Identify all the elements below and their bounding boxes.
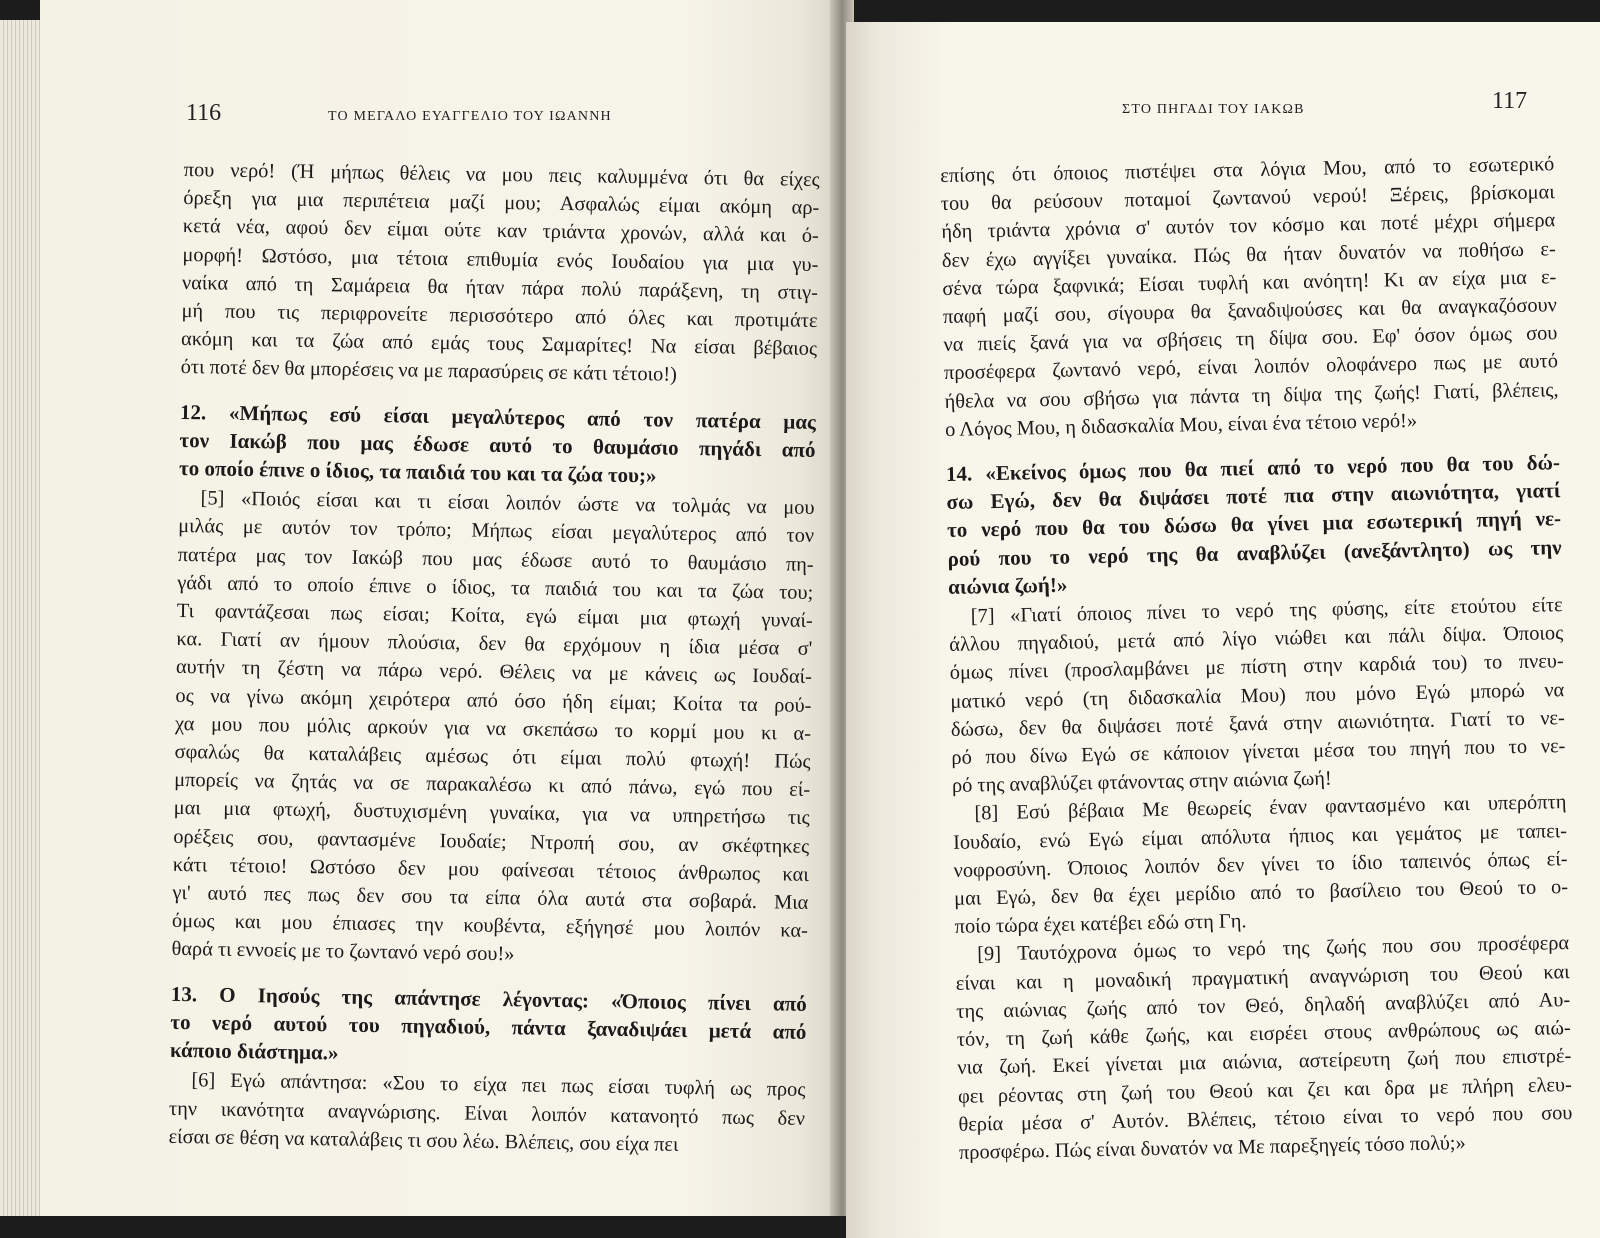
text-line: μπορείς να ζητάς να σε παρακαλέσω κι από πάνω, εγώ που εί- xyxy=(174,769,811,802)
text-line: μορφή! Ωστόσο, μια τέτοια επιθυμία ενός Ιουδαίου για μια γυ- xyxy=(182,243,819,276)
text-line: την ικανότητα αναγνώρισης. Είναι λοιπόν κατανοητό πως δεν xyxy=(168,1097,806,1130)
paragraph xyxy=(171,484,814,973)
text-line: 14. «Εκείνος όμως που θα πιεί από το νερό που θα του δώ- xyxy=(945,450,1561,486)
text-line: είναι και η μοναδική πραγματική αναγνώριση του Θεού και xyxy=(955,960,1570,995)
text-line: παφή μαζί σου, σίγουρα θα ξαναδιψούσες και θα αναγκαζόσουν xyxy=(942,294,1558,328)
left-page-number: 116 xyxy=(186,100,222,126)
text-line: κάτι τέτοιο! Ωστόσο δεν μου φαίνεσαι τέτοιος άνθρωπος και xyxy=(172,853,809,886)
text-line: δεν έχω αγγίξει γυναίκα. Πώς θα ήταν δυνατόν να ποθήσω ε- xyxy=(941,237,1556,272)
right-page-number: 117 xyxy=(1492,88,1528,114)
text-line: Τι φαντάζεσαι πως είσαι; Κοίτα, εγώ είμαι μια φτωχή γυναί- xyxy=(176,599,813,632)
text-line: τον Ιακώβ που μας έδωσε αυτό το θαυμάσιο πηγάδι από xyxy=(179,427,816,462)
text-line: αιώνια ζωή!» xyxy=(947,572,1068,599)
paragraph xyxy=(952,789,1569,942)
paragraph xyxy=(168,1066,805,1161)
text-line: ακόμη και τα ζώα από εμάς τους Σαμαρίτες! Να είσαι βέβαιος xyxy=(180,328,818,361)
text-line: σω Εγώ, δεν θα διψάσει ποτέ πια στην αιωνιότητα, γιατί xyxy=(946,478,1561,515)
text-line: το οποίο έπινε ο ίδιος, τα παιδιά του και τα ζώα του;» xyxy=(178,455,657,488)
paragraph xyxy=(180,156,819,392)
text-line: όμως και μου έπιασες την κουβέντα, εξήγησέ μου λοιπόν κα- xyxy=(171,910,809,943)
text-line: ρό της αναβλύζει φτάνοντας στην αιώνια ζωή! xyxy=(951,767,1332,798)
text-line: σένα τώρα ξαφνικά; Είσαι τυφλή και ανόητη! Κι αν είχα μια ε- xyxy=(942,266,1557,300)
text-line: το νερό αυτού του πηγαδιού, πάντα ξαναδιψάει μετά από xyxy=(170,1009,807,1044)
section-heading xyxy=(946,448,1563,601)
text-line: ρό που δίνω Εγώ σε κάποιον γίνεται μέσα του πηγή που το νε- xyxy=(951,735,1566,769)
text-line: δώσω, δεν θα διψάσει ποτέ ξανά στην αιωνιότητα. Γιατί το νε- xyxy=(950,706,1565,741)
text-line: Ιουδαίο, ενώ Εγώ είμαι απόλυτα ήπιος και γεμάτος με ταπει- xyxy=(952,819,1568,854)
text-line: 13. Ο Ιησούς της απάντησε λέγοντας: «Όποιος πίνει από xyxy=(170,981,807,1016)
text-line: όρεξη για μια περιπέτεια μαζί μου; Ασφαλώς είμαι ακόμη αρ- xyxy=(183,187,820,220)
text-line: άλλου πηγαδιού, μετά από λίγο νιώθει και πάλι δίψα. Όποιος xyxy=(949,622,1564,657)
text-line: προσφέρω. Πώς είναι δυνατόν να Με παρεξηγείς τόσο πολύ;» xyxy=(958,1131,1466,1164)
text-line: μιλάς με αυτόν τον τρόπο; Μήπως είσαι μεγαλύτερος από τον xyxy=(178,515,815,548)
text-line: [6] Εγώ απάντησα: «Σου το είχα πει πως είσαι τυφλή ως προς xyxy=(191,1069,806,1102)
text-line: φει ρέοντας στη ζωή του Θεού και ζει και δρα με πλήρη ελευ- xyxy=(957,1073,1573,1108)
text-line: 12. «Μήπως εσύ είσαι μεγαλύτερος από τον πατέρα μας xyxy=(179,399,817,434)
text-line: μαι Εγώ, δεν θα έχει μερίδιο από το βασίλειο του Θεού το ο- xyxy=(953,876,1569,910)
text-line: να πιείς ξανά για να σβήσεις τη δίψα σου. Εφ' όσον όμως σου xyxy=(943,322,1558,357)
right-running-head: ΣΤΟ ΠΗΓΑΔΙ ΤΟΥ ΙΑΚΩΒ xyxy=(1122,102,1305,117)
text-line: [5] «Ποιός είσαι και τι είσαι λοιπόν ώστε να τολμάς να μου xyxy=(200,487,815,520)
left-running-head: ΤΟ ΜΕΓΑΛΟ ΕΥΑΓΓΕΛΙΟ ΤΟΥ ΙΩΑΝΝΗ xyxy=(328,109,612,124)
text-line: μή που τις περιφρονείτε περισσότερο από όλες και προτιμάτε xyxy=(181,299,818,332)
text-line: που νερό! (Ή μήπως θέλεις να μου πεις καλυμμένα ότι θα είχες xyxy=(183,158,820,191)
text-line: [9] Ταυτόχρονα όμως το νερό της ζωής που σου προσέφερα xyxy=(977,932,1570,966)
text-line: του θα ρεύσουν ποταμοί ζωντανού νερού! Ξέρεις, βρίσκομαι xyxy=(940,181,1555,216)
right-page-text xyxy=(940,150,1573,1167)
text-line: ναίκα από τη Σαμάρεια θα ήταν πάρα πολύ παράξενη, τη στιγ- xyxy=(181,271,819,304)
text-line: χα μου που μόλις αρκούν για να σκεπάσω το κορμί μου κι α- xyxy=(174,712,812,745)
text-line: μαι μια φτωχή, δυστυχισμένη γυναίκα, για να υπηρετήσω τις xyxy=(173,797,810,830)
text-line: πατέρα μας τον Ιακώβ που μας έδωσε αυτό το θαυμάσιο πη- xyxy=(177,543,814,576)
text-line: ματικό νερό (τη διδασκαλία Μου) που μόνο Εγώ μπορώ να xyxy=(950,678,1565,713)
text-line: αυτήν τη ζέστη να πάρω νερό. Θέλεις να με κάνεις ως Ιουδαί- xyxy=(175,656,813,689)
text-line: θαρά τι εννοείς με το ζωντανό νερό σου!» xyxy=(171,938,515,966)
text-line: ήδη τριάντα χρόνια σ' αυτόν τον κόσμο και ποτέ μέχρι σήμερα xyxy=(941,209,1556,244)
text-line: νοφροσύνη. Όποιος λοιπόν δεν γίνει το ίδιο ταπεινός όπως εί- xyxy=(953,847,1568,882)
text-line: θερία μέσα σ' Αυτόν. Βλέπεις, τέτοιο είναι το νερό που σου xyxy=(958,1101,1573,1136)
text-line: κα. Γιατί αν ήμουν πλούσια, δεν θα ερχόμουν η ίδια μέσα σ' xyxy=(176,628,813,661)
text-line: όμως πίνει (προσλαμβάνει με πίστη στην καρδιά του) το πνευ- xyxy=(949,650,1564,685)
paragraph xyxy=(940,150,1559,444)
text-line: [7] «Γιατί όποιος πίνει το νερό της φύσης, είτε ετούτου είτε xyxy=(970,594,1563,628)
text-line: τόν, τη ζωή κάθε ζωής, και εισρέει στους ανθρώπους ως αιώ- xyxy=(956,1017,1571,1051)
left-page xyxy=(40,0,840,1216)
text-line: ο Λόγος Μου, η διδασκαλία Μου, είναι ένα τέτοιο νερό!» xyxy=(944,409,1418,441)
text-line: [8] Εσύ βέβαια Με θεωρείς έναν φαντασμένο και υπερόπτη xyxy=(974,791,1567,825)
paragraph xyxy=(955,930,1573,1167)
text-line: επίσης ότι όποιος πιστέψει στα λόγια Μου, από το εσωτερικό xyxy=(940,153,1555,187)
text-line: γι' αυτό πες πως δεν σου τα είπα όλα αυτά στα σοβαρά. Μια xyxy=(172,881,809,914)
text-line: ρού που το νερό της θα αναβλύζει (ανεξάντλητο) ως την xyxy=(947,534,1562,571)
text-line: ποίο τώρα έχει κατέβει εδώ στη Γη. xyxy=(954,910,1247,939)
paragraph xyxy=(948,591,1566,800)
text-line: ος να γίνω ακόμη χειρότερα από όσο ήδη είμαι; Κοίτα τα ρού- xyxy=(175,684,812,717)
text-line: της αιώνιας ζωής από τον Θεό, δηλαδή αναβλύζει από Αυ- xyxy=(956,988,1571,1023)
text-line: κάποιο διάστημα.» xyxy=(169,1037,339,1065)
text-line: ορέξεις σου, φαντασμένε Ιουδαίε; Ντροπή σου, αν σκέφτηκες xyxy=(173,825,810,858)
text-line: σφαλώς θα καταλάβεις αμέσως ότι είμαι πολύ φτωχή! Πώς xyxy=(174,740,811,773)
text-line: ότι ποτέ δεν θα μπορέσεις να με παρασύρεις σε κάτι τέτοιο!) xyxy=(180,356,678,387)
section-heading xyxy=(170,980,807,1075)
section-heading xyxy=(179,398,816,493)
text-line: προσέφερα ζωντανό νερό, είναι λοιπόν ολοφάνερο πως με αυτό xyxy=(943,350,1559,385)
left-page-text xyxy=(168,156,820,1161)
text-line: ήθελα να σου σβήσω για πάντα τη δίψα της ζωής! Γιατί, βλέπεις, xyxy=(944,378,1559,413)
text-line: είσαι σε θέση να καταλάβεις τι σου λέω. Βλέπεις, σου είχα πει xyxy=(168,1125,679,1156)
text-line: το νερό που θα του δώσω θα γίνει μια εσωτερική πηγή νε- xyxy=(946,506,1562,543)
right-page xyxy=(846,22,1600,1238)
text-line: κετά νέα, αφού δεν είμαι ούτε καν τριάντα χρονών, αλλά και ό- xyxy=(182,215,819,248)
text-line: νια ζωή. Εκεί γίνεται μια αιώνια, αστείρευτη ζωή που επιστρέ- xyxy=(957,1045,1572,1080)
text-line: γάδι από το οποίο έπινε ο ίδιος, τα παιδιά του και τα ζώα του; xyxy=(177,571,814,604)
